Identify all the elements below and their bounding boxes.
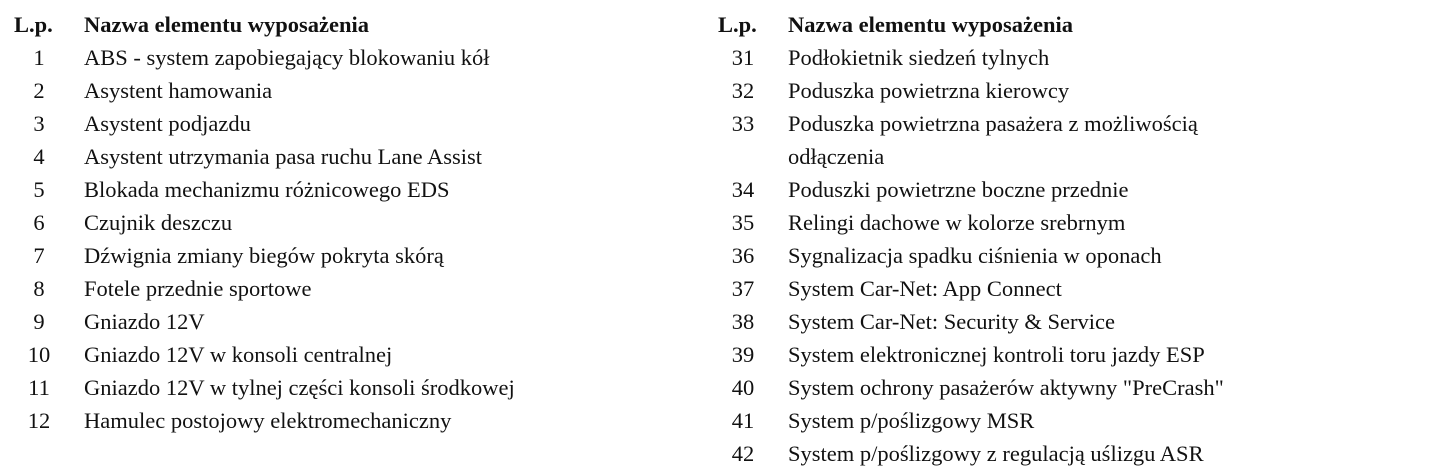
table-row	[14, 338, 714, 371]
row-number: 35	[731, 210, 755, 235]
row-number: 12	[27, 408, 51, 433]
row-number: 40	[731, 375, 755, 400]
row-name: Poduszka powietrzna pasażera z możliwością odłączenia	[788, 111, 1198, 169]
row-name: System p/poślizgowy z regulacją uślizgu ASR	[788, 441, 1204, 466]
row-number: 41	[731, 408, 755, 433]
equipment-table-right	[718, 8, 1418, 470]
row-number: 39	[731, 342, 755, 367]
row-number: 8	[33, 276, 45, 301]
row-number: 36	[731, 243, 755, 268]
row-number: 33	[731, 111, 755, 136]
table-row	[718, 107, 1418, 173]
row-name: Fotele przednie sportowe	[84, 276, 312, 301]
row-number: 4	[33, 144, 45, 169]
row-number: 42	[731, 441, 755, 466]
row-name: System p/poślizgowy MSR	[788, 408, 1035, 433]
table-row	[718, 305, 1418, 338]
row-number: 31	[731, 45, 755, 70]
row-name: Gniazdo 12V	[84, 309, 205, 334]
row-number: 7	[33, 243, 45, 268]
row-number: 32	[731, 78, 755, 103]
row-name: Blokada mechanizmu różnicowego EDS	[84, 177, 450, 202]
row-number: 10	[27, 342, 51, 367]
table-row	[718, 371, 1418, 404]
header-name: Nazwa elementu wyposażenia	[84, 12, 369, 37]
row-name: ABS - system zapobiegający blokowaniu kół	[84, 45, 490, 70]
table-row	[14, 140, 714, 173]
row-name: Asystent utrzymania pasa ruchu Lane Assist	[84, 144, 483, 169]
row-name: Asystent hamowania	[84, 78, 273, 103]
table-row	[14, 173, 714, 206]
row-name: Relingi dachowe w kolorze srebrnym	[788, 210, 1126, 235]
row-name: System ochrony pasażerów aktywny "PreCrash"	[788, 375, 1224, 400]
table-row	[718, 404, 1418, 437]
table-row	[718, 74, 1418, 107]
row-name: Sygnalizacja spadku ciśnienia w oponach	[788, 243, 1162, 268]
row-name: Poduszki powietrzne boczne przednie	[788, 177, 1129, 202]
row-number: 6	[33, 210, 45, 235]
row-name: Dźwignia zmiany biegów pokryta skórą	[84, 243, 444, 268]
table-header	[14, 8, 714, 41]
table-row	[14, 371, 714, 404]
row-name: Poduszka powietrzna kierowcy	[788, 78, 1070, 103]
row-number: 34	[731, 177, 755, 202]
table-row	[14, 305, 714, 338]
header-name: Nazwa elementu wyposażenia	[788, 12, 1073, 37]
table-row	[14, 404, 714, 437]
row-name: Hamulec postojowy elektromechaniczny	[84, 408, 452, 433]
row-number: 5	[33, 177, 45, 202]
row-number: 9	[33, 309, 45, 334]
row-name: System Car-Net: App Connect	[788, 276, 1062, 301]
table-row	[14, 272, 714, 305]
table-row	[14, 74, 714, 107]
table-row	[14, 41, 714, 74]
table-row	[718, 272, 1418, 305]
table-row	[14, 206, 714, 239]
row-name: Gniazdo 12V w tylnej części konsoli środkowej	[84, 375, 515, 400]
header-lp: L.p.	[718, 12, 757, 37]
table-row	[14, 107, 714, 140]
table-header	[718, 8, 1418, 41]
row-name: Podłokietnik siedzeń tylnych	[788, 45, 1050, 70]
row-number: 37	[731, 276, 755, 301]
header-lp: L.p.	[14, 12, 53, 37]
row-name: System Car-Net: Security & Service	[788, 309, 1115, 334]
row-number: 2	[33, 78, 45, 103]
row-number: 3	[33, 111, 45, 136]
table-row	[718, 206, 1418, 239]
row-number: 38	[731, 309, 755, 334]
table-row	[718, 437, 1418, 470]
table-row	[718, 173, 1418, 206]
table-row	[14, 239, 714, 272]
equipment-table-left	[14, 8, 714, 437]
row-number: 11	[28, 375, 50, 400]
row-name: System elektronicznej kontroli toru jazdy ESP	[788, 342, 1205, 367]
table-row	[718, 338, 1418, 371]
row-number: 1	[33, 45, 45, 70]
row-name: Czujnik deszczu	[84, 210, 233, 235]
row-name: Asystent podjazdu	[84, 111, 251, 136]
table-row	[718, 239, 1418, 272]
row-name: Gniazdo 12V w konsoli centralnej	[84, 342, 393, 367]
table-row	[718, 41, 1418, 74]
